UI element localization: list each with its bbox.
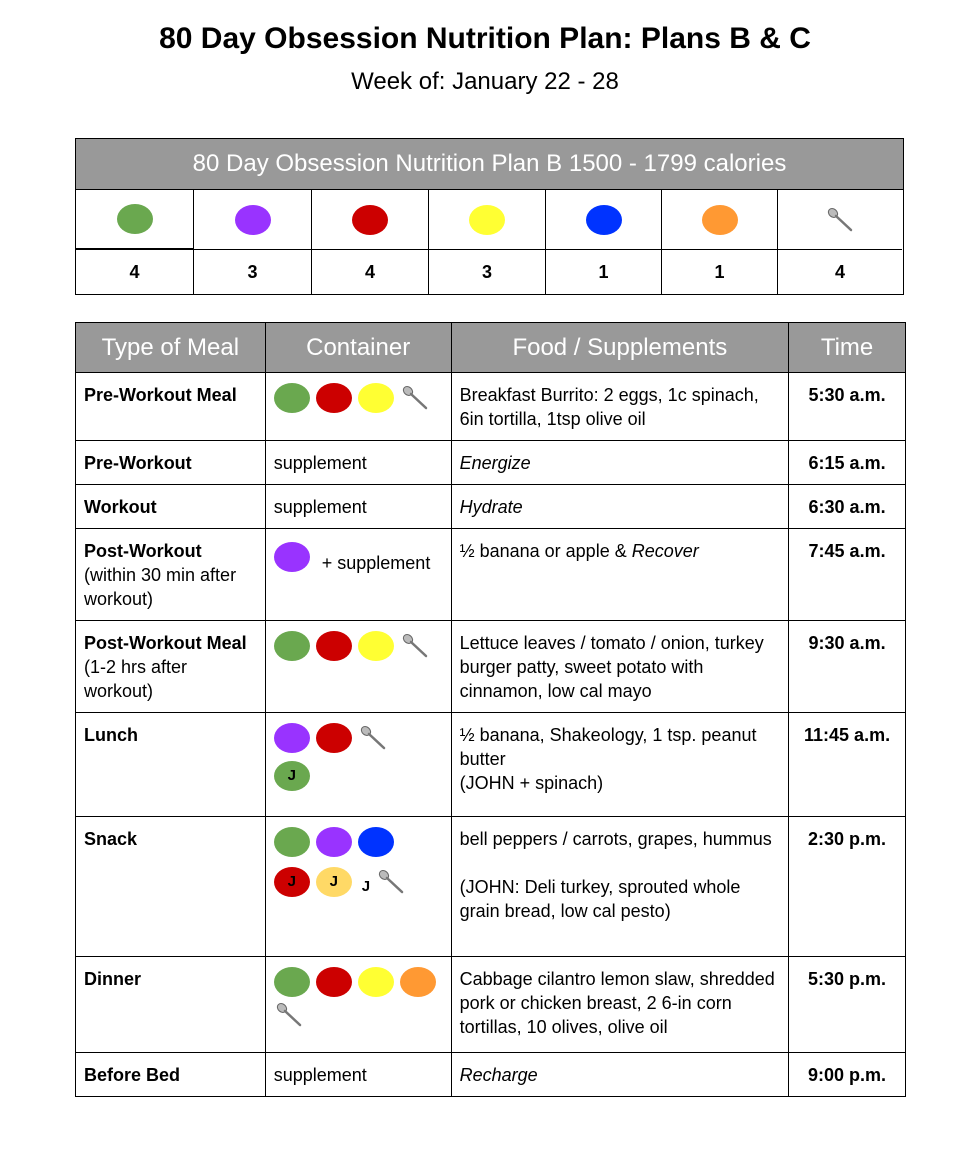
summary-count: 3 — [194, 249, 312, 295]
page-subtitle: Week of: January 22 - 28 — [351, 68, 619, 95]
meal-food: bell peppers / carrots, grapes, hummus (JOHN: Deli turkey, sprouted whole grain bread, low cal pesto) — [451, 817, 789, 957]
summary-cell — [778, 190, 902, 249]
john-yellow-container-icon: J — [316, 867, 352, 897]
meal-time: 6:15 a.m. — [789, 441, 906, 485]
red-container-icon — [316, 631, 352, 661]
meal-type: Pre-Workout Meal — [76, 373, 266, 441]
meal-food: Breakfast Burrito: 2 eggs, 1c spinach, 6in tortilla, 1tsp olive oil — [451, 373, 789, 441]
teaspoon-icon — [400, 384, 430, 412]
yellow-container-icon — [358, 631, 394, 661]
teaspoon-icon — [400, 632, 430, 660]
green-container-icon — [274, 631, 310, 661]
blue-container-icon — [586, 205, 622, 235]
meal-food: ½ banana, Shakeology, 1 tsp. peanut butter (JOHN + spinach) — [451, 713, 789, 817]
teaspoon-icon — [358, 724, 388, 752]
table-row — [76, 713, 906, 817]
meal-time: 7:45 a.m. — [789, 529, 906, 621]
meal-table-header — [76, 323, 906, 373]
meal-food: Lettuce leaves / tomato / onion, turkey burger patty, sweet potato with cinnamon, low cal mayo — [451, 621, 789, 713]
summary-cell — [312, 190, 429, 249]
table-row — [76, 817, 906, 957]
meal-type: Before Bed — [76, 1053, 266, 1097]
meal-containers — [265, 621, 451, 713]
summary-cell — [662, 190, 778, 249]
meal-time: 11:45 a.m. — [789, 713, 906, 817]
page-title: 80 Day Obsession Nutrition Plan: Plans B & C — [159, 22, 811, 55]
plan-summary-table — [75, 138, 904, 295]
summary-cell — [429, 190, 546, 249]
table-row — [76, 529, 906, 621]
yellow-container-icon — [358, 967, 394, 997]
yellow-container-icon — [469, 205, 505, 235]
meal-food: ½ banana or apple & Recover — [451, 529, 789, 621]
meal-containers — [265, 373, 451, 441]
summary-count: 4 — [312, 249, 429, 295]
table-row — [76, 957, 906, 1053]
teaspoon-icon — [825, 206, 855, 234]
purple-container-icon — [274, 723, 310, 753]
meal-time: 9:30 a.m. — [789, 621, 906, 713]
teaspoon-icon — [274, 1001, 304, 1029]
meal-type: Post-Workout Meal (1-2 hrs after workout) — [76, 621, 266, 713]
john-green-container-icon: J — [274, 761, 310, 791]
header-food: Food / Supplements — [451, 323, 789, 373]
meal-plan-table — [75, 322, 906, 1097]
summary-counts-row — [76, 249, 903, 295]
meal-type: Dinner — [76, 957, 266, 1053]
green-container-icon — [117, 204, 153, 234]
summary-header: 80 Day Obsession Nutrition Plan B 1500 - 1799 calories — [76, 139, 903, 190]
summary-cell — [194, 190, 312, 249]
header-type-of-meal: Type of Meal — [76, 323, 266, 373]
orange-container-icon — [400, 967, 436, 997]
summary-count: 1 — [662, 249, 778, 295]
yellow-container-icon — [358, 383, 394, 413]
teaspoon-icon — [376, 868, 406, 896]
purple-container-icon — [316, 827, 352, 857]
summary-count: 4 — [778, 249, 902, 295]
red-container-icon — [316, 383, 352, 413]
green-container-icon — [274, 967, 310, 997]
summary-cell — [546, 190, 662, 249]
john-red-container-icon: J — [274, 867, 310, 897]
table-row — [76, 1053, 906, 1097]
meal-food: Recharge — [451, 1053, 789, 1097]
meal-containers: + supplement — [265, 529, 451, 621]
meal-containers — [265, 957, 451, 1053]
table-row — [76, 373, 906, 441]
meal-type: Snack — [76, 817, 266, 957]
red-container-icon — [316, 723, 352, 753]
meal-time: 2:30 p.m. — [789, 817, 906, 957]
table-row — [76, 485, 906, 529]
green-container-icon — [274, 383, 310, 413]
green-container-icon — [274, 827, 310, 857]
meal-time: 5:30 a.m. — [789, 373, 906, 441]
purple-container-icon — [274, 542, 310, 572]
summary-cell — [76, 190, 194, 249]
meal-containers: supplement — [265, 441, 451, 485]
header-container: Container — [265, 323, 451, 373]
john-label: J — [361, 878, 371, 895]
header-time: Time — [789, 323, 906, 373]
orange-container-icon — [702, 205, 738, 235]
meal-food: Cabbage cilantro lemon slaw, shredded pork or chicken breast, 2 6-in corn tortillas, 10 olives, olive oil — [451, 957, 789, 1053]
meal-containers: supplement — [265, 485, 451, 529]
table-row — [76, 621, 906, 713]
meal-type: Post-Workout (within 30 min after workout) — [76, 529, 266, 621]
meal-containers — [265, 817, 451, 957]
meal-containers: supplement — [265, 1053, 451, 1097]
summary-icons-row — [76, 190, 903, 249]
meal-containers — [265, 713, 451, 817]
meal-type: Workout — [76, 485, 266, 529]
meal-time: 5:30 p.m. — [789, 957, 906, 1053]
meal-time: 6:30 a.m. — [789, 485, 906, 529]
meal-food: Energize — [451, 441, 789, 485]
summary-count: 1 — [546, 249, 662, 295]
meal-food: Hydrate — [451, 485, 789, 529]
meal-type: Lunch — [76, 713, 266, 817]
purple-container-icon — [235, 205, 271, 235]
summary-count: 3 — [429, 249, 546, 295]
red-container-icon — [316, 967, 352, 997]
meal-type: Pre-Workout — [76, 441, 266, 485]
red-container-icon — [352, 205, 388, 235]
table-row — [76, 441, 906, 485]
blue-container-icon — [358, 827, 394, 857]
meal-time: 9:00 p.m. — [789, 1053, 906, 1097]
summary-count: 4 — [76, 249, 194, 295]
